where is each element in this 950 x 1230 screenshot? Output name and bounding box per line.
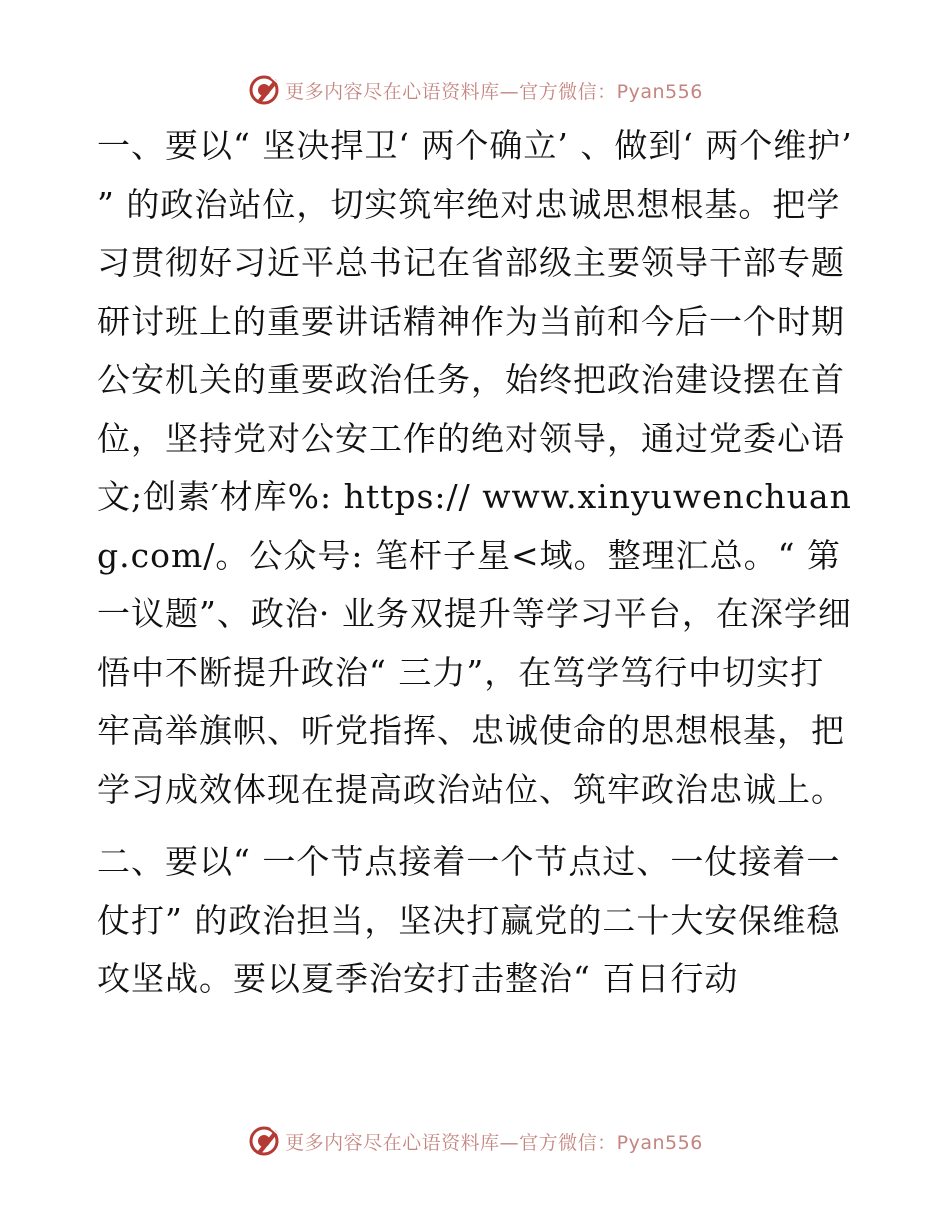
footer-banner-text: 更多内容尽在心语资料库—官方微信：Pyan556 [285,1131,703,1154]
red-pen-logo-icon [247,73,281,107]
red-pen-logo-icon [247,1124,281,1158]
paragraph-1: 一、要以“ 坚决捍卫‘ 两个确立’ 、做到‘ 两个维护’ ” 的政治站位，切实筑牢绝对忠诚思想根基。把学习贯彻好习近平总书记在省部级主要领导干部专题研讨班上的重要讲话精神作为当前和今后一个时期公安机关的重要政治任务，始终把政治建设摆在首位，坚持党对公安工作的绝对领导，通过党委心语文;创素′材库%: https:// www.xinyuwenchuang.com/。公众号: 笔杆子星<域。整理汇总。“ 第一议题”、政治· 业务双提升等学习平台，在深学细悟中不断提升政治“ 三力”，在笃学笃行中切实打牢高举旗帜、听党指挥、忠诚使命的思想根基，把学习成效体现在提高政治站位、筑牢政治忠诚上。 [97,126,853,809]
paragraph-2: 二、要以“ 一个节点接着一个节点过、一仗接着一仗打” 的政治担当，坚决打赢党的二十大安保维稳攻坚战。要以夏季治安打击整治“ 百日行动 [97,842,841,998]
header-banner [0,70,950,110]
document-body [97,117,857,1009]
footer-banner [0,1121,950,1161]
header-banner-text: 更多内容尽在心语资料库—官方微信：Pyan556 [285,80,703,103]
